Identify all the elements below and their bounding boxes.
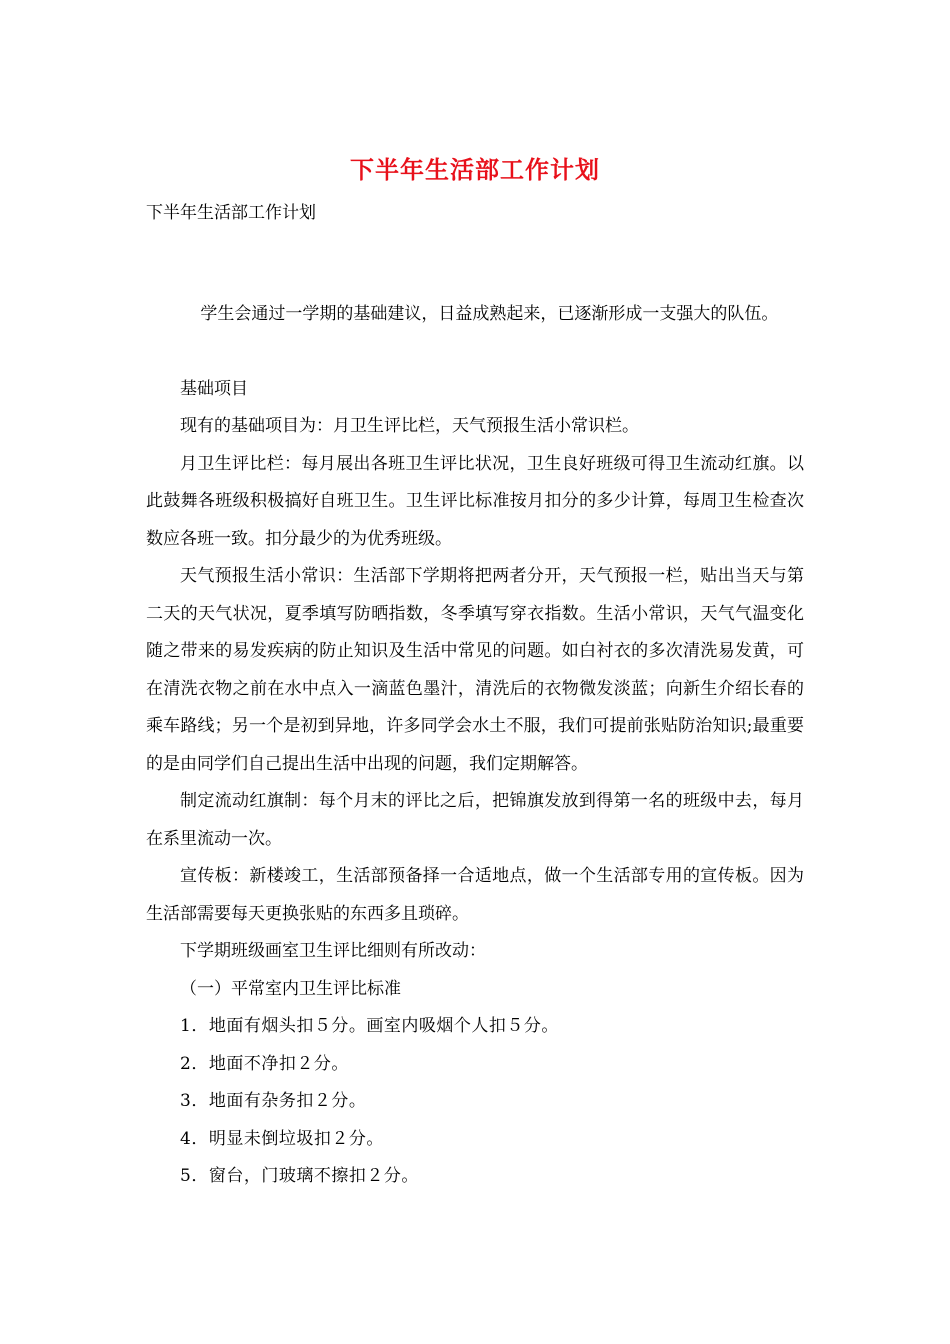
paragraph: 月卫生评比栏：每月展出各班卫生评比状况，卫生良好班级可得卫生流动红旗。以此鼓舞各班级积极搞好自班卫生。卫生评比标准按月扣分的多少计算，每周卫生检查次数应各班一致。扣分最少的为优秀班级。	[146, 453, 804, 549]
section-heading: 基础项目	[180, 378, 248, 399]
list-item: 3．地面有杂务扣２分。	[180, 1091, 367, 1111]
list-item: 1．地面有烟头扣５分。画室内吸烟个人扣５分。	[180, 1016, 559, 1036]
intro-paragraph: 学生会通过一学期的基础建议，日益成熟起来，已逐渐形成一支强大的队伍。	[200, 304, 779, 324]
paragraph: 天气预报生活小常识：生活部下学期将把两者分开，天气预报一栏，贴出当天与第二天的天气状况，夏季填写防晒指数，冬季填写穿衣指数。生活小常识，天气气温变化随之带来的易发疾病的防止知识及生活中常见的问题。如白衬衣的多次清洗易发黄，可在清洗衣物之前在水中点入一滴蓝色墨汁，清洗后的衣物微发淡蓝；向新生介绍长春的乘车路线；另一个是初到异地，许多同学会水土不服，我们可提前张贴防治知识;最重要的是由同学们自己提出生活中出现的问题，我们定期解答。	[146, 566, 804, 774]
paragraph: 制定流动红旗制：每个月末的评比之后，把锦旗发放到得第一名的班级中去，每月在系里流动一次。	[146, 791, 804, 849]
paragraph: 下学期班级画室卫生评比细则有所改动：	[180, 941, 486, 961]
paragraph: 宣传板：新楼竣工，生活部预备择一合适地点，做一个生活部专用的宣传板。因为生活部需要每天更换张贴的东西多且琐碎。	[146, 866, 804, 924]
document-title: 下半年生活部工作计划	[350, 155, 600, 184]
list-item: 5．窗台，门玻璃不擦扣２分。	[180, 1166, 419, 1186]
list-item: 2．地面不净扣２分。	[180, 1053, 349, 1074]
paragraph: 现有的基础项目为：月卫生评比栏，天气预报生活小常识栏。	[180, 416, 639, 436]
list-item: 4．明显未倒垃圾扣２分。	[180, 1128, 384, 1149]
document-body	[146, 296, 804, 1196]
list-heading: （一）平常室内卫生评比标准	[180, 978, 401, 999]
document-subtitle: 下半年生活部工作计划	[146, 203, 316, 223]
